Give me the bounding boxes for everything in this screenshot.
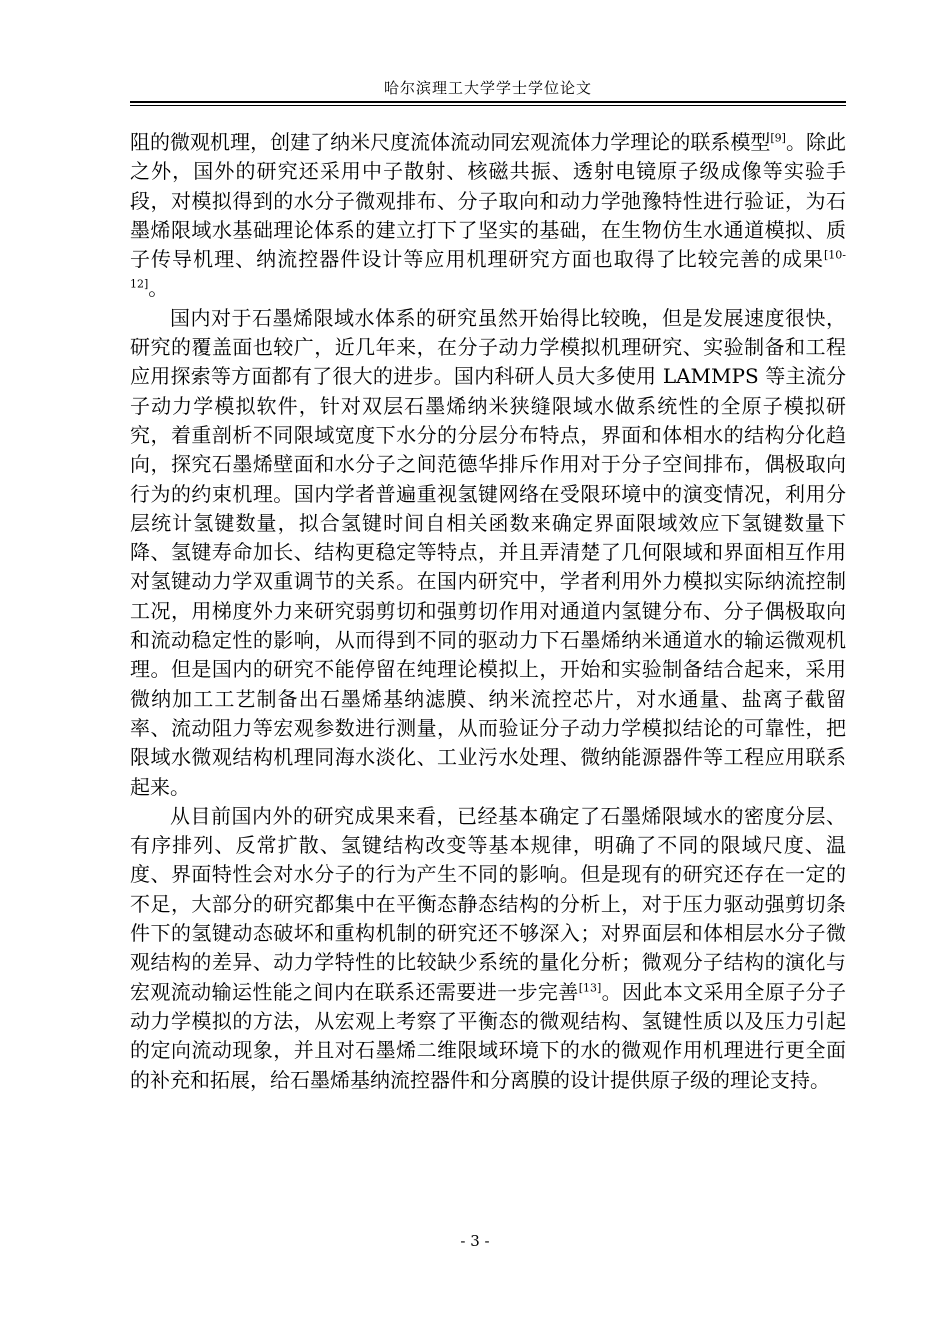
page-header-title: 哈尔滨理工大学学士学位论文 — [383, 79, 592, 97]
paragraph-3 — [130, 802, 846, 1095]
page-number: - 3 - — [460, 1232, 490, 1250]
paragraph-2-text: 国内对于石墨烯限域水体系的研究虽然开始得比较晚，但是发展速度很快，研究的覆盖面也较广，近几年来，在分子动力学模拟机理研究、实验制备和工程应用探索等方面都有了很大的进步。国内科研人员大多使用 LAMMPS 等主流分子动力学模拟软件，针对双层石墨烯纳米狭缝限域水做系统性的全原子模拟研究，着重剖析不同限域宽度下水分的分层分布特点，界面和体相水的结构分化趋向，探究石墨烯壁面和水分子之间范德华排斥作用对于分子空间排布，偶极取向行为的约束机理。国内学者普遍重视氢键网络在受限环境中的演变情况，利用分层统计氢键数量，拟合氢键时间自相关函数来确定界面限域效应下氢键数量下降、氢键寿命加长、结构更稳定等特点，并且弄清楚了几何限域和界面相互作用对氢键动力学双重调节的关系。在国内研究中，学者利用外力模拟实际纳流控制工况，用梯度外力来研究弱剪切和强剪切作用对通道内氢键分布、分子偶极取向和流动稳定性的影响，从而得到不同的驱动力下石墨烯纳米通道水的输运微观机理。但是国内的研究不能停留在纯理论模拟上，开始和实验制备结合起来，采用微纳加工工艺制备出石墨烯基纳滤膜、纳米流控芯片，对水通量、盐离子截留率、流动阻力等宏观参数进行测量，从而验证分子动力学模拟结论的可靠性，把限域水微观结构机理同海水淡化、工业污水处理、微纳能源器件等工程应用联系起来。 — [130, 305, 846, 799]
header-rule-thick — [130, 101, 846, 103]
citation-13: [13] — [578, 980, 602, 994]
paragraph-3-text-b: 。因此本文采用全原子分子动力学模拟的方法，从宏观上考察了平衡态的微观结构、氢键性质以及压力引起的定向流动现象，并且对石墨烯二维限域环境下的水的微观作用机理进行更全面的补充和拓展，给石墨烯基纳流控器件和分离膜的设计提供原子级的理论支持。 — [130, 979, 847, 1092]
header-rule-thin — [130, 105, 846, 106]
citation-9: [9] — [770, 131, 786, 145]
paragraph-1-text-b: 。除此之外，国外的研究还采用中子散射、核磁共振、透射电镜原子级成像等实验手段，对模拟得到的水分子微观排布、分子取向和动力学弛豫特性进行验证，为石墨烯限域水基础理论体系的建立打下了坚实的基础，在生物仿生水通道模拟、质子传导机理、纳流控器件设计等应用机理研究方面也取得了比较完善的成果 — [130, 130, 847, 272]
paragraph-1-text-a: 阻的微观机理，创建了纳米尺度流体流动同宏观流体力学理论的联系模型 — [130, 130, 771, 154]
body-text — [130, 128, 846, 1095]
paragraph-1 — [130, 128, 846, 304]
paragraph-3-text-a: 从目前国内外的研究成果来看，已经基本确定了石墨烯限域水的密度分层、有序排列、反常扩散、氢键结构改变等基本规律，明确了不同的限域尺度、温度、界面特性会对水分子的行为产生不同的影响。但是现有的研究还存在一定的不足，大部分的研究都集中在平衡态静态结构的分析上，对于压力驱动强剪切条件下的氢键动态破坏和重构机制的研究还不够深入；对界面层和体相层水分子微观结构的差异、动力学特性的比较缺少系统的量化分析；微观分子结构的演化与宏观流动输运性能之间内在联系还需要进一步完善 — [130, 803, 846, 1004]
citation-10-12: [10-12] — [130, 248, 846, 291]
paragraph-2 — [130, 304, 846, 802]
paragraph-1-text-c: 。 — [148, 276, 169, 301]
